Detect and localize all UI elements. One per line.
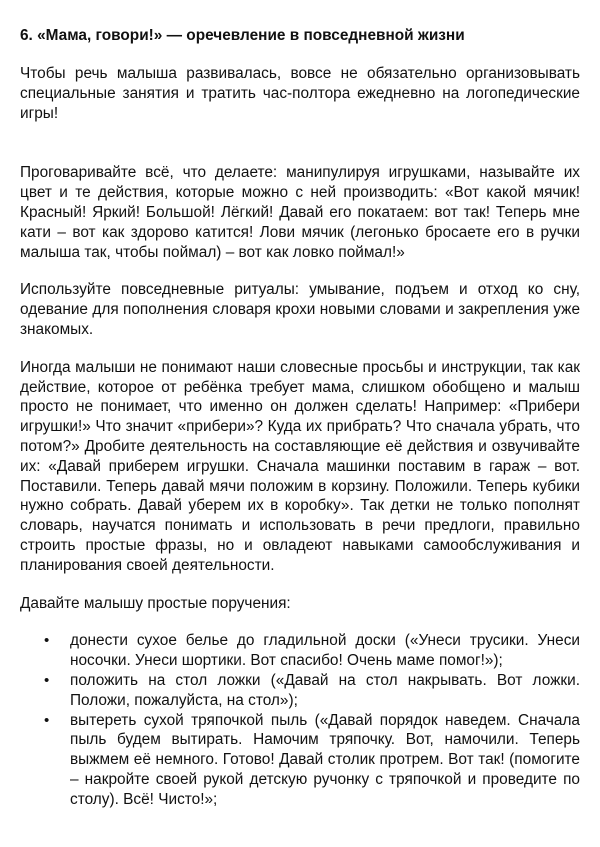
list-item <box>44 711 580 810</box>
list-item-text: положить на стол ложки («Давай на стол накрывать. Вот ложки. Положи, пожалуйста, на стол»); <box>70 671 580 709</box>
paragraph-intro: Чтобы речь малыша развивалась, вовсе не обязательно организовывать специальные занятия и тратить час-полтора ежедневно на логопедические игры! <box>20 65 580 122</box>
bullet-icon: • <box>44 711 50 729</box>
bullet-icon: • <box>44 632 50 650</box>
list-item <box>44 631 580 671</box>
paragraph-narrate-actions: Проговаривайте всё, что делаете: манипулируя игрушками, называйте их цвет и те действия, которые можно с ней производить: «Вот какой мячик! Красный! Яркий! Большой! Лёгкий! Давай его покатаем: вот так! Теперь мне кати – вот как здорово катится! Лови мячик (легонько бросаете его в ручки малыша так, чтобы поймал) – вот как ловко поймал!» <box>20 164 580 261</box>
paragraph-daily-rituals: Используйте повседневные ритуалы: умывание, подъем и отход ко сну, одевание для пополнения словаря крохи новыми словами и закрепления уже знакомых. <box>20 281 580 338</box>
paragraph-simple-tasks: Давайте малышу простые поручения: <box>20 594 291 612</box>
paragraph-split-instructions: Иногда малыши не понимают наши словесные просьбы и инструкции, так как действие, которое от ребёнка требует мама, слишком обобщено и малыш просто не понимает, что именно он должен сделать! Например: «Прибери игрушки!» Что значит «прибери»? Куда их прибрать? Что сначала убрать, что потом?» Дробите деятельность на составляющие её действия и озвучивайте их: «Давай приберем игрушки. Сначала машинки поставим в гараж – вот. Поставили. Теперь давай мячи положим в корзину. Положили. Теперь кубики нужно собрать. Давай уберем их в коробку». Так детки не только пополнят словарь, научатся понимать и использовать в речи предлоги, правильно строить простые фразы, но и овладеют навыками самообслуживания и планирования своей деятельности. <box>20 358 580 574</box>
list-item-text: донести сухое белье до гладильной доски («Унеси трусики. Унеси носочки. Унеси шортики. Вот спасибо! Очень маме помог!»); <box>70 632 580 670</box>
list-item <box>44 671 580 711</box>
list-item-text: вытереть сухой тряпочкой пыль («Давай порядок наведем. Сначала пыль будем вытирать. Намочим тряпочку. Вот, намочили. Теперь выжмем её немного. Готово! Давай столик протрем. Вот так! (помогите – накройте своей рукой детскую ручонку с тряпочкой и проведите по столу). Всё! Чисто!»; <box>70 711 580 808</box>
section-title: 6. «Мама, говори!» — оречевление в повседневной жизни <box>20 27 465 44</box>
bullet-icon: • <box>44 671 50 689</box>
tasks-list <box>20 631 580 809</box>
